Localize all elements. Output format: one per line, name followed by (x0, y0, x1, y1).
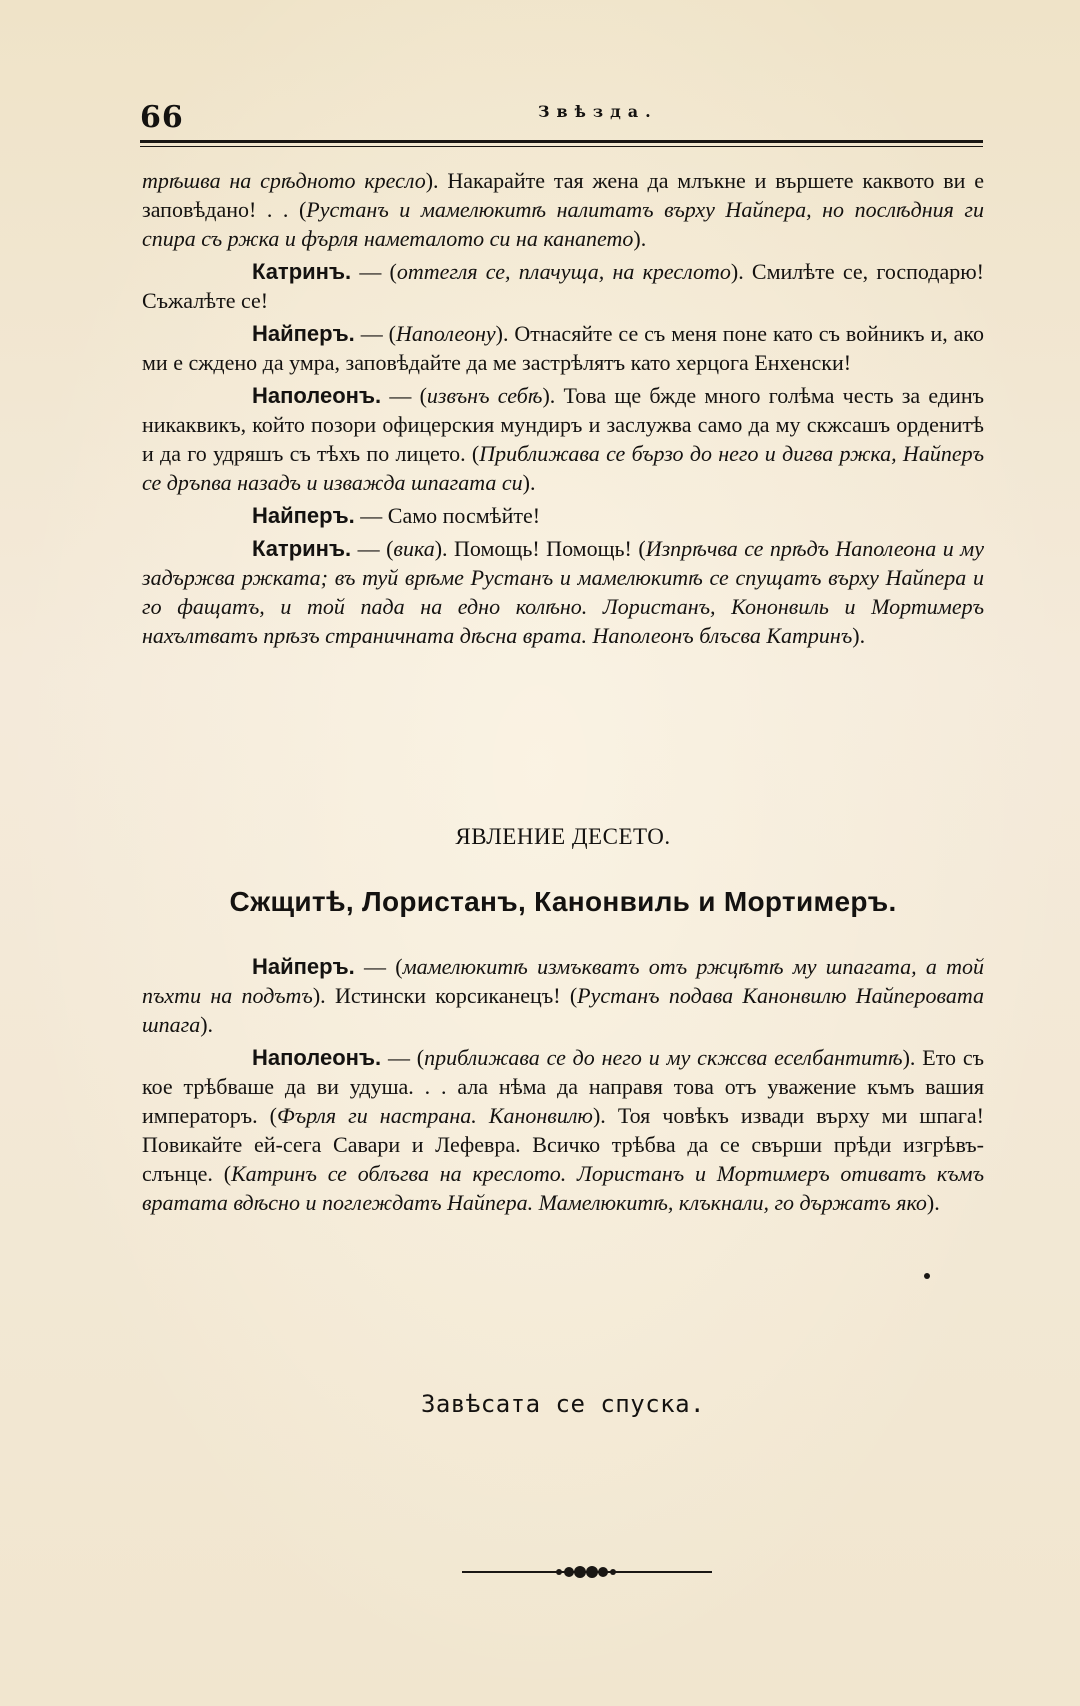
dialogue-text: ). (200, 1012, 214, 1037)
dialogue-text: ). Тоя човѣкъ извади върху ми шпага! Повикайте ей-сега Савари и Лефевра. Всичко трѣбва да се свърши прѣди изгрѣвъ-слънце. ( (142, 1103, 984, 1186)
play-text-block-a (142, 166, 984, 654)
dialogue-text: — ( (351, 536, 394, 561)
speaker-name: Катринъ. (252, 259, 352, 284)
dialogue-text: ). (633, 226, 647, 251)
header-rule-thick (140, 140, 983, 143)
dialogue-text: ). Смилѣте се, господарю! Съжалѣте се! (142, 259, 984, 313)
stage-direction: Приближава се бързо до него и дигва ржка, Найперъ се дръпва назадъ и изважда шпагата си (142, 441, 985, 495)
dialogue-text: ). Ето съ кое трѣбваше да ви удуша. . . ала нѣма да направя това отъ уважение къмъ вашия императоръ. ( (142, 1045, 984, 1128)
speaker-name: Наполеонъ. (252, 383, 382, 408)
scene-title: ЯВЛЕНИЕ ДЕСЕТО. (455, 824, 671, 849)
stage-direction: Наполеону (395, 321, 496, 346)
dialogue-text: ). (852, 623, 866, 648)
header-rule-thin (140, 146, 983, 147)
speaker-name: Найперъ. (252, 954, 355, 979)
dialogue-text: — Само посмѣйте! (354, 503, 541, 528)
paragraph (142, 534, 984, 650)
page-number: 66 (140, 100, 184, 135)
ink-dot (924, 1273, 930, 1279)
paragraph (142, 257, 984, 315)
stage-direction: Катринъ се облъгва на креслото. Лористанъ и Мортимеръ отиватъ къмъ вратата вдѣсно и поглеждатъ Найпера. Мамелюкитѣ, клъкнали, го държатъ яко (142, 1161, 984, 1215)
dialogue-text: ). Помощь! Помощь! ( (434, 536, 646, 561)
page-header (140, 100, 983, 140)
scene-cast: Сжщитѣ, Лористанъ, Канонвиль и Мортимеръ. (229, 886, 897, 917)
stage-direction: приближава се до него и му скжсва еселбантитѣ (424, 1045, 903, 1070)
stage-direction: Фърля ги настрана. Канонвилю (277, 1103, 593, 1128)
paragraph (142, 1043, 984, 1217)
speaker-name: Найперъ. (252, 503, 355, 528)
dialogue-text: — ( (354, 321, 396, 346)
running-title: Звѣзда. (538, 102, 658, 121)
stage-direction: Рустанъ и мамелюкитѣ налитатъ върху Найпера, но послѣдния ги спира съ ржка и фърля наметалото си на канапето (142, 197, 984, 251)
dialogue-text: — ( (351, 259, 397, 284)
curtain-line: Завѣсата се спуска. (420, 1390, 706, 1418)
dialogue-text: ). Отнасяйте се съ меня поне като съ войникъ и, ако ми е сждено да умра, заповѣдайте да ме застрѣлятъ като херцога Енхенски! (142, 321, 985, 375)
paragraph (142, 166, 984, 253)
dialogue-text: ). (522, 470, 536, 495)
stage-direction: трѣшва на срѣдното кресло (142, 168, 426, 193)
paragraph (142, 319, 984, 377)
dialogue-text: ). Това ще бжде много голѣма честь за единъ никаквикъ, който позори офицерския мундиръ и заслужва само да му скжсашъ орденитѣ и да го удряшъ съ тѣхъ по лицето. ( (142, 383, 984, 466)
dialogue-text: ). Накарайте тая жена да млъкне и вършете каквото ви е заповѣдано! . . ( (142, 168, 984, 222)
dialogue-text: — ( (381, 1045, 425, 1070)
stage-direction: Рустанъ подава Канонвилю Найперовата шпага (142, 983, 984, 1037)
stage-direction: извънъ себѣ (426, 383, 543, 408)
speaker-name: Наполеонъ. (252, 1045, 382, 1070)
paragraph (142, 952, 984, 1039)
speaker-name: Катринъ. (252, 536, 352, 561)
paragraph (142, 381, 984, 497)
stage-direction: оттегля се, плачуща, на креслото (396, 259, 731, 284)
play-text-block-b (142, 952, 984, 1221)
dialogue-text: — ( (381, 383, 427, 408)
stage-direction: Изпрѣчва се прѣдъ Наполеона и му задържва ржката; въ туй врѣме Рустанъ и мамелюкитѣ се спущатъ върху Найпера и го фащатъ, и той пада на едно колѣно. Лористанъ, Кононвиль и Мортимеръ нахълтватъ прѣзъ страничната дѣсна врата. Наполеонъ блъсва Катринъ (142, 536, 984, 648)
dialogue-text: — ( (354, 954, 403, 979)
dialogue-text: ). Истински корсиканецъ! ( (312, 983, 578, 1008)
stage-direction: вика (393, 536, 435, 561)
dialogue-text: ). (926, 1190, 940, 1215)
paragraph (142, 501, 984, 530)
speaker-name: Найперъ. (252, 321, 355, 346)
end-ornament (462, 1565, 712, 1579)
stage-direction: мамелюкитѣ измъкватъ отъ ржцѣтѣ му шпагата, а той пъхти на подътъ (142, 954, 984, 1008)
